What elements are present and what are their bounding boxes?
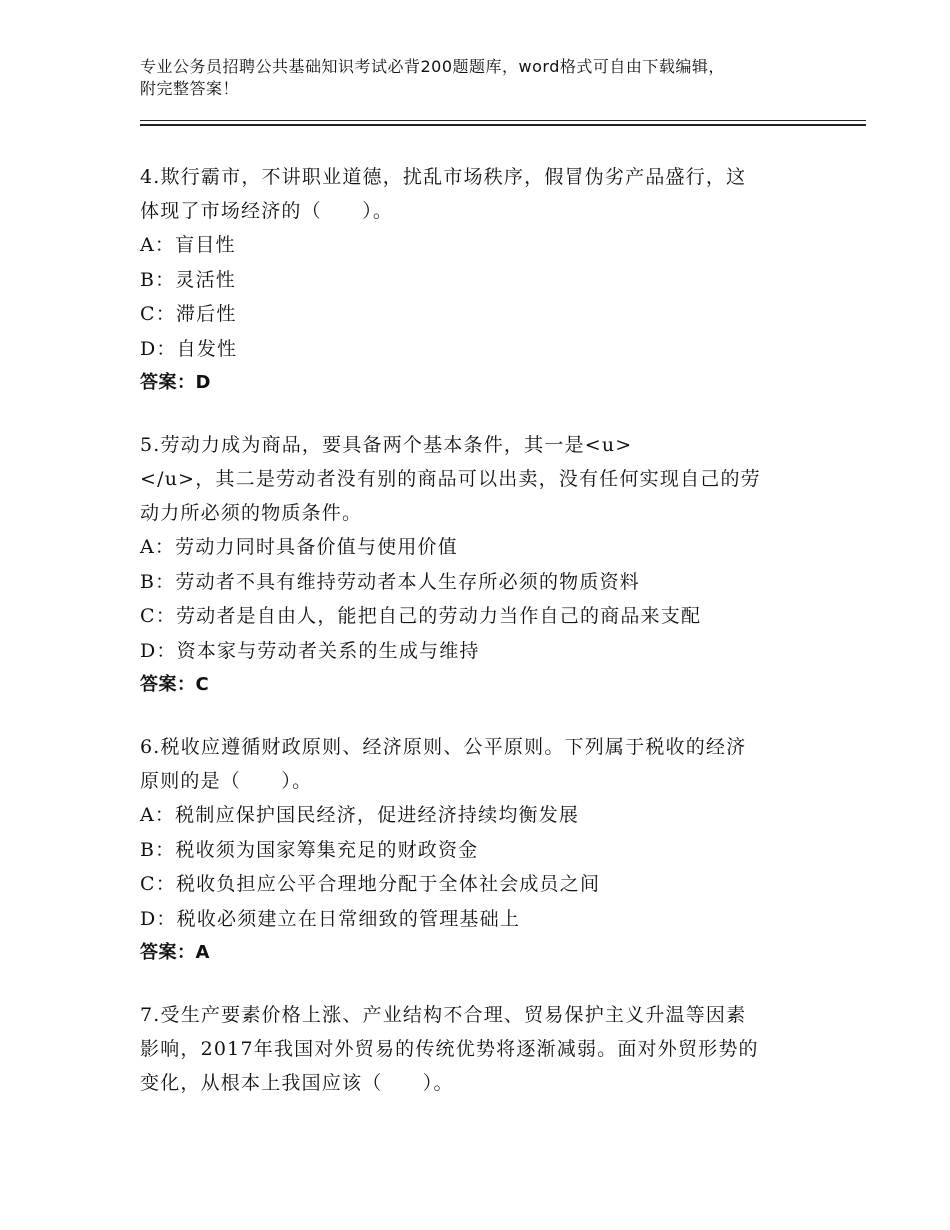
answer-label: 答案：A <box>140 942 210 963</box>
question-item <box>140 428 805 702</box>
header-line-2: 附完整答案！ <box>140 79 240 98</box>
question-stem-line: 原则的是（ ）。 <box>140 770 313 792</box>
question-list <box>140 160 805 1128</box>
question-stem-line: 动力所必须的物质条件。 <box>140 502 363 524</box>
option-c: C：劳动者是自由人，能把自己的劳动力当作自己的商品来支配 <box>140 605 702 627</box>
question-item <box>140 730 805 970</box>
option-a: A：税制应保护国民经济，促进经济持续均衡发展 <box>140 804 580 826</box>
option-a: A：盲目性 <box>140 234 236 256</box>
document-header <box>140 56 870 100</box>
option-a: A：劳动力同时具备价值与使用价值 <box>140 536 458 558</box>
question-stem-line: 体现了市场经济的（ ）。 <box>140 200 394 222</box>
option-c: C：滞后性 <box>140 303 237 325</box>
answer-label: 答案：D <box>140 372 211 393</box>
question-stem-line: 5.劳动力成为商品，要具备两个基本条件，其一是<u> <box>140 434 633 456</box>
option-d: D：税收必须建立在日常细致的管理基础上 <box>140 907 521 930</box>
option-d: D：资本家与劳动者关系的生成与维持 <box>140 639 480 662</box>
question-item <box>140 160 805 400</box>
question-stem-line: 7.受生产要素价格上涨、产业结构不合理、贸易保护主义升温等因素 <box>140 1004 747 1026</box>
question-stem-line: 变化，从根本上我国应该（ ）。 <box>140 1072 454 1094</box>
question-item <box>140 998 805 1100</box>
question-stem-line: </u>，其二是劳动者没有别的商品可以出卖，没有任何实现自己的劳 <box>140 468 761 490</box>
answer-label: 答案：C <box>140 674 210 695</box>
header-divider <box>140 120 866 126</box>
question-stem-line: 影响，2017年我国对外贸易的传统优势将逐渐减弱。面对外贸形势的 <box>140 1038 759 1060</box>
option-c: C：税收负担应公平合理地分配于全体社会成员之间 <box>140 873 601 895</box>
option-d: D：自发性 <box>140 337 238 360</box>
option-b: B：灵活性 <box>140 268 236 291</box>
question-stem-line: 4.欺行霸市，不讲职业道德，扰乱市场秩序，假冒伪劣产品盛行，这 <box>140 166 747 188</box>
question-stem-line: 6.税收应遵循财政原则、经济原则、公平原则。下列属于税收的经济 <box>140 736 747 758</box>
header-line-1: 专业公务员招聘公共基础知识考试必背200题题库，word格式可自由下载编辑， <box>140 57 725 76</box>
option-b: B：劳动者不具有维持劳动者本人生存所必须的物质资料 <box>140 570 640 593</box>
option-b: B：税收须为国家筹集充足的财政资金 <box>140 838 479 861</box>
